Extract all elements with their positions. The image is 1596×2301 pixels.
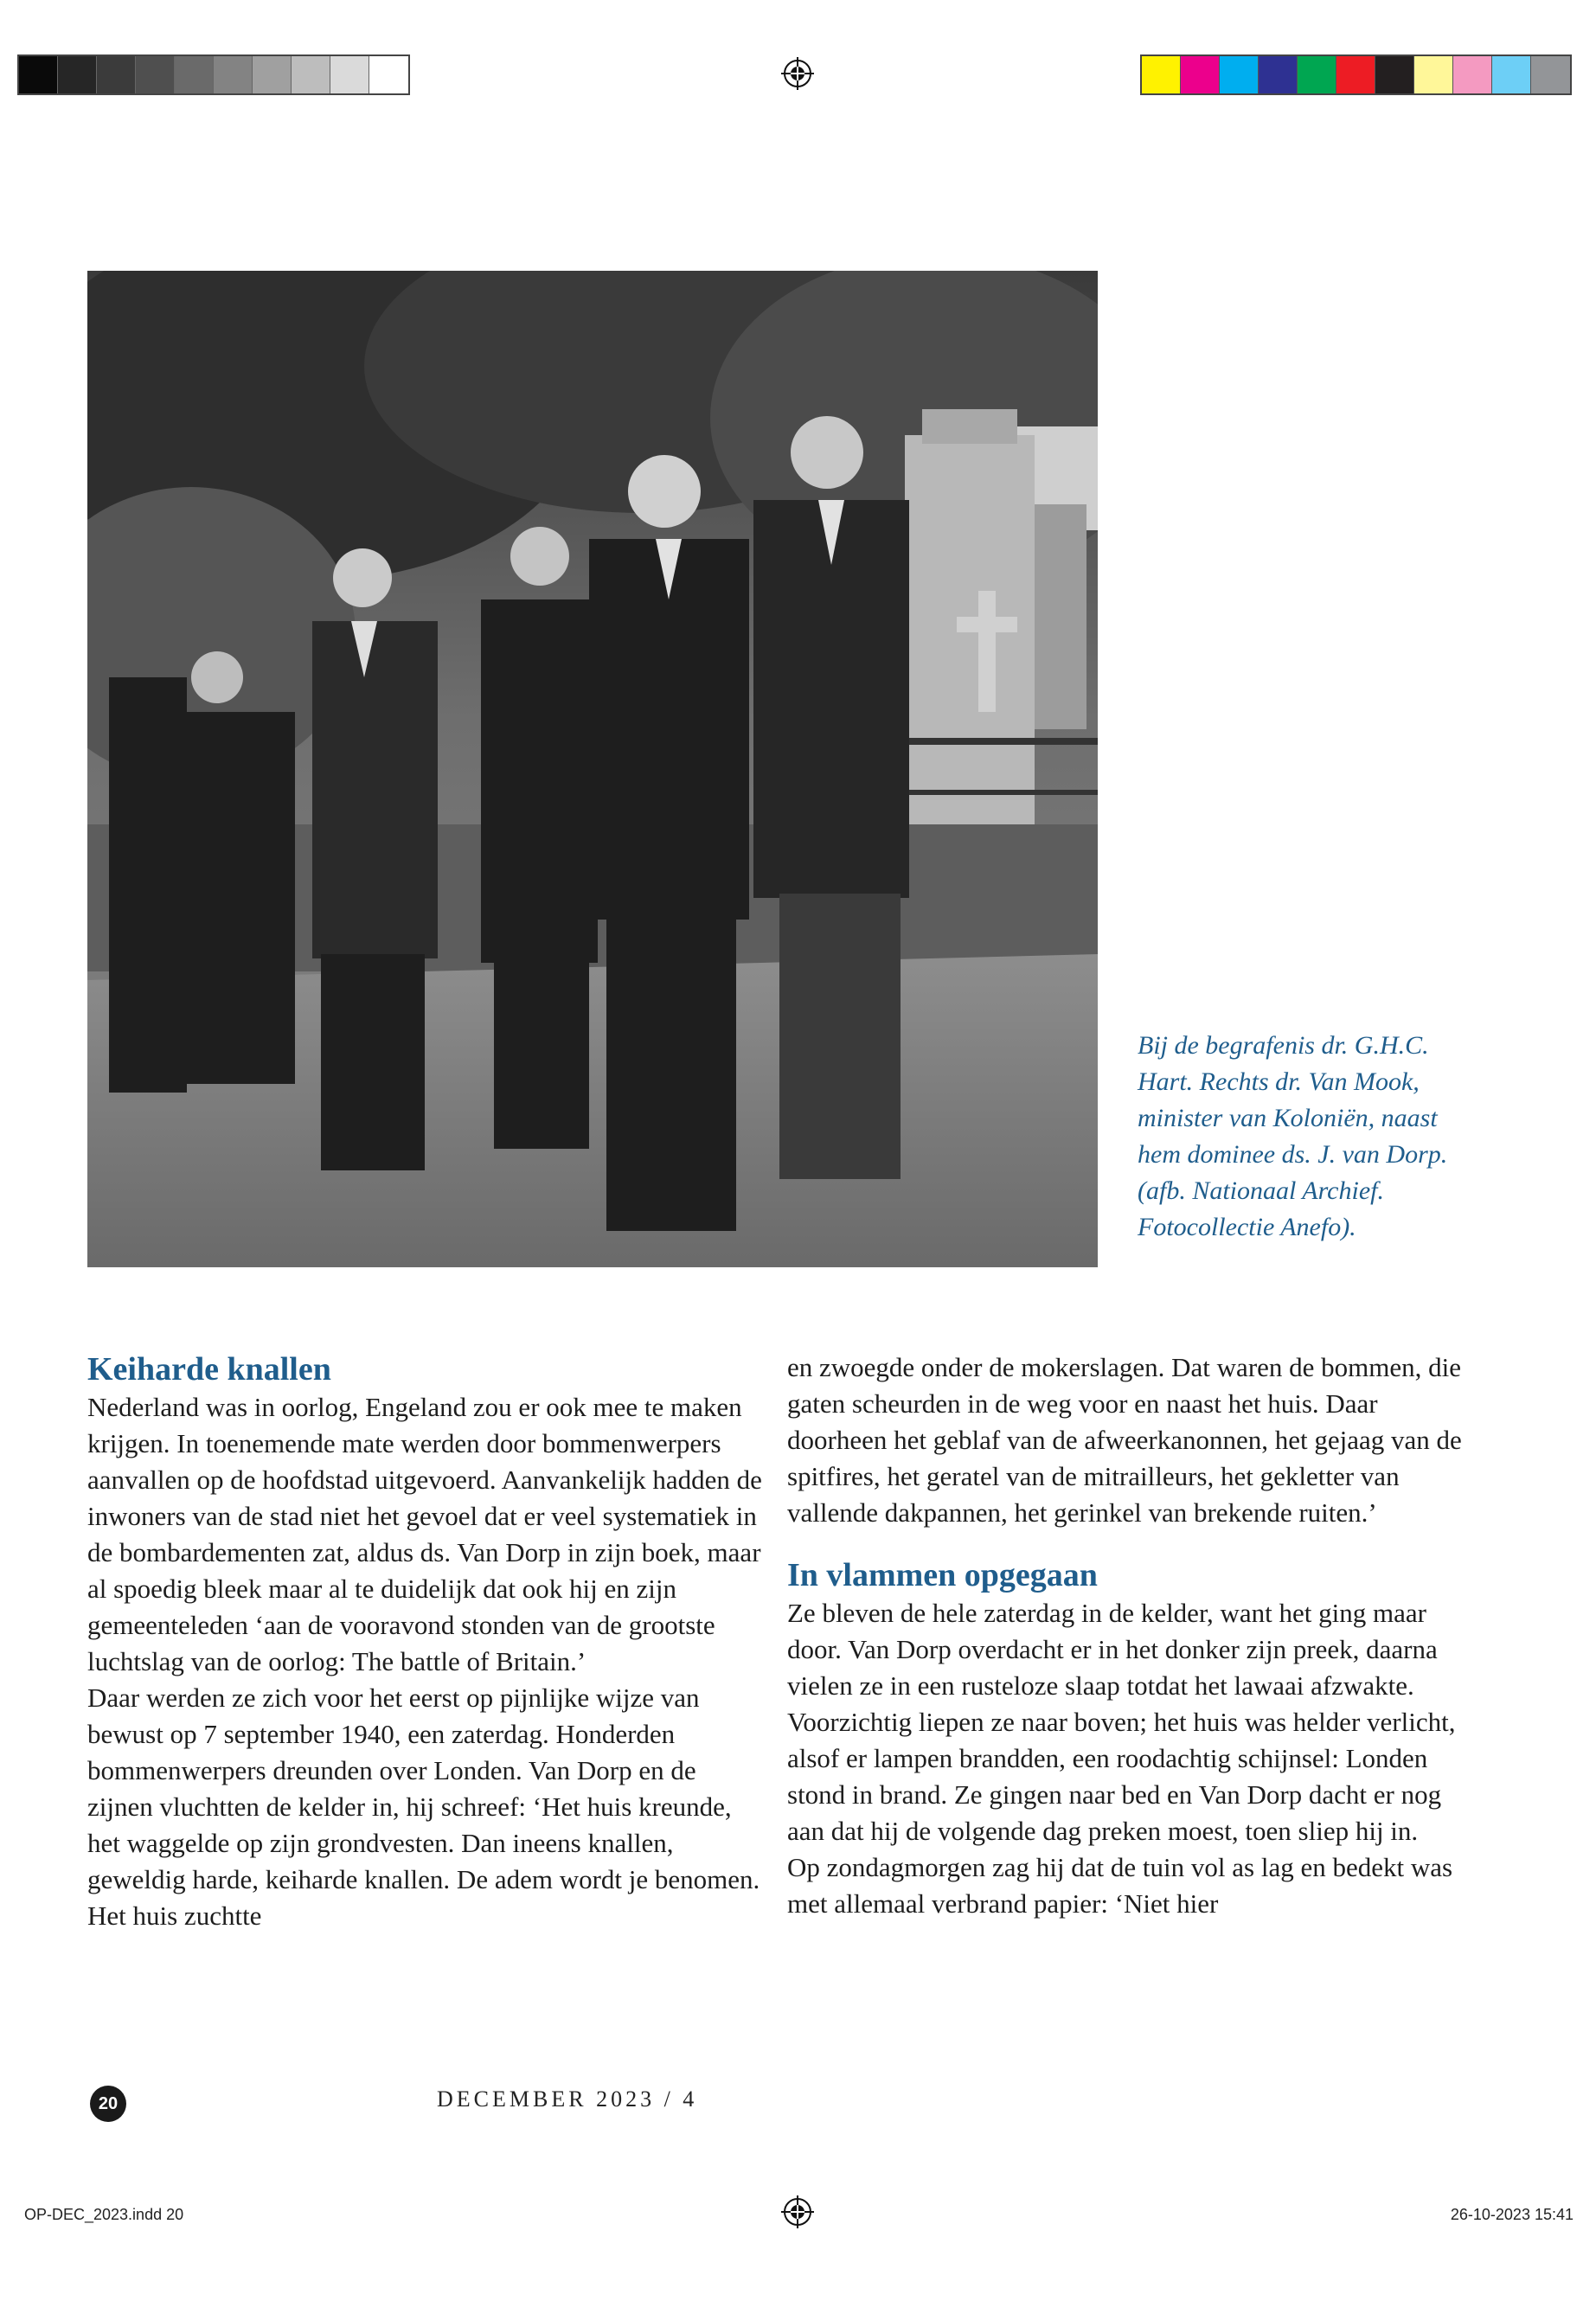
- paragraph: Ze bleven de hele zaterdag in de kelder, want het ging maar door. Van Dorp overdacht er in het donker zijn preek, daarna vielen ze in een rusteloze slaap totdat het lawaai afzwakte. Voorzichtig liepen ze naar boven; het huis was helder verlicht, alsof er lampen brandden, een roodachtig schijnsel: Londen stond in brand. Ze gingen naar bed en Van Dorp dacht er nog aan dat hij de volgende dag preken moest, toen sliep hij in.: [787, 1598, 1456, 1846]
- gray-swatch: [19, 56, 58, 93]
- color-swatch: [1142, 56, 1181, 93]
- gray-swatch: [58, 56, 97, 93]
- gray-swatch: [214, 56, 253, 93]
- slug-date-time: 26-10-2023 15:41: [1450, 2206, 1574, 2223]
- slug-file-info: OP-DEC_2023.indd 20: [24, 2206, 184, 2223]
- color-swatch: [1220, 56, 1259, 93]
- gray-swatch: [369, 56, 408, 93]
- gray-swatch: [136, 56, 175, 93]
- registration-mark-icon: [781, 57, 814, 90]
- color-swatch: [1531, 56, 1570, 93]
- section-heading: Keiharde knallen: [87, 1351, 331, 1388]
- gray-swatch: [97, 56, 136, 93]
- grayscale-calibration-bar: [17, 54, 410, 95]
- paragraph: Nederland was in oorlog, Engeland zou er ook mee te maken krijgen. In toenemende mate werden door bommenwerpers aanvallen op de hoofdstad uitgevoerd. Aanvankelijk hadden de inwoners van de stad niet het gevoel dat er veel systematiek in de bombardementen zat, aldus ds. Van Dorp in zijn boek, maar al spoedig bleek maar al te duidelijk dat ook hij en zijn gemeenteleden ‘aan de vooravond stonden van de grootste luchtslag van de oorlog: The battle of Britain.’: [87, 1392, 762, 1676]
- color-swatch: [1375, 56, 1414, 93]
- funeral-photo: [87, 271, 1098, 1267]
- registration-mark-icon: [781, 2195, 814, 2228]
- article-column-left: [87, 1349, 762, 1934]
- paragraph: Daar werden ze zich voor het eerst op pijnlijke wijze van bewust op 7 september 1940, een zaterdag. Honderden bommenwerpers dreunden over Londen. Van Dorp en de zijnen vluchtten de kelder in, hij schreef: ‘Het huis kreunde, het waggelde op zijn grondvesten. Dan ineens knallen, geweldig harde, keiharde knallen. De adem wordt je benomen. Het huis zuchtte: [87, 1682, 760, 1931]
- section-heading: In vlammen opgegaan: [787, 1557, 1098, 1593]
- color-swatch: [1336, 56, 1375, 93]
- gray-swatch: [292, 56, 330, 93]
- gray-swatch: [175, 56, 214, 93]
- paragraph: Op zondagmorgen zag hij dat de tuin vol as lag en bedekt was met allemaal verbrand papier: ‘Niet hier: [787, 1852, 1453, 1919]
- color-swatch: [1453, 56, 1492, 93]
- article-column-right: [787, 1349, 1462, 1922]
- photo-illustration-icon: [87, 271, 1098, 1267]
- issue-label: DECEMBER 2023 / 4: [437, 2086, 698, 2112]
- color-swatch: [1414, 56, 1453, 93]
- photo-caption: Bij de begrafenis dr. G.H.C. Hart. Rechts dr. Van Mook, minister van Koloniën, naast hem dominee ds. J. van Dorp. (afb. Nationaal Archief. Fotocollectie Anefo).: [1138, 1031, 1448, 1241]
- color-calibration-bar: [1140, 54, 1572, 95]
- paragraph: en zwoegde onder de mokerslagen. Dat waren de bommen, die gaten scheurden in de weg voor en naast het huis. Daar doorheen het geblaf van de afweerkanonnen, het gejaag van de spitfires, het geratel van de mitrailleurs, het gekletter van vallende dakpannen, het gerinkel van brekende ruiten.’: [787, 1352, 1462, 1528]
- color-swatch: [1181, 56, 1220, 93]
- page-number-badge: 20: [90, 2086, 126, 2122]
- color-swatch: [1259, 56, 1298, 93]
- color-swatch: [1298, 56, 1336, 93]
- color-swatch: [1492, 56, 1531, 93]
- gray-swatch: [330, 56, 369, 93]
- gray-swatch: [253, 56, 292, 93]
